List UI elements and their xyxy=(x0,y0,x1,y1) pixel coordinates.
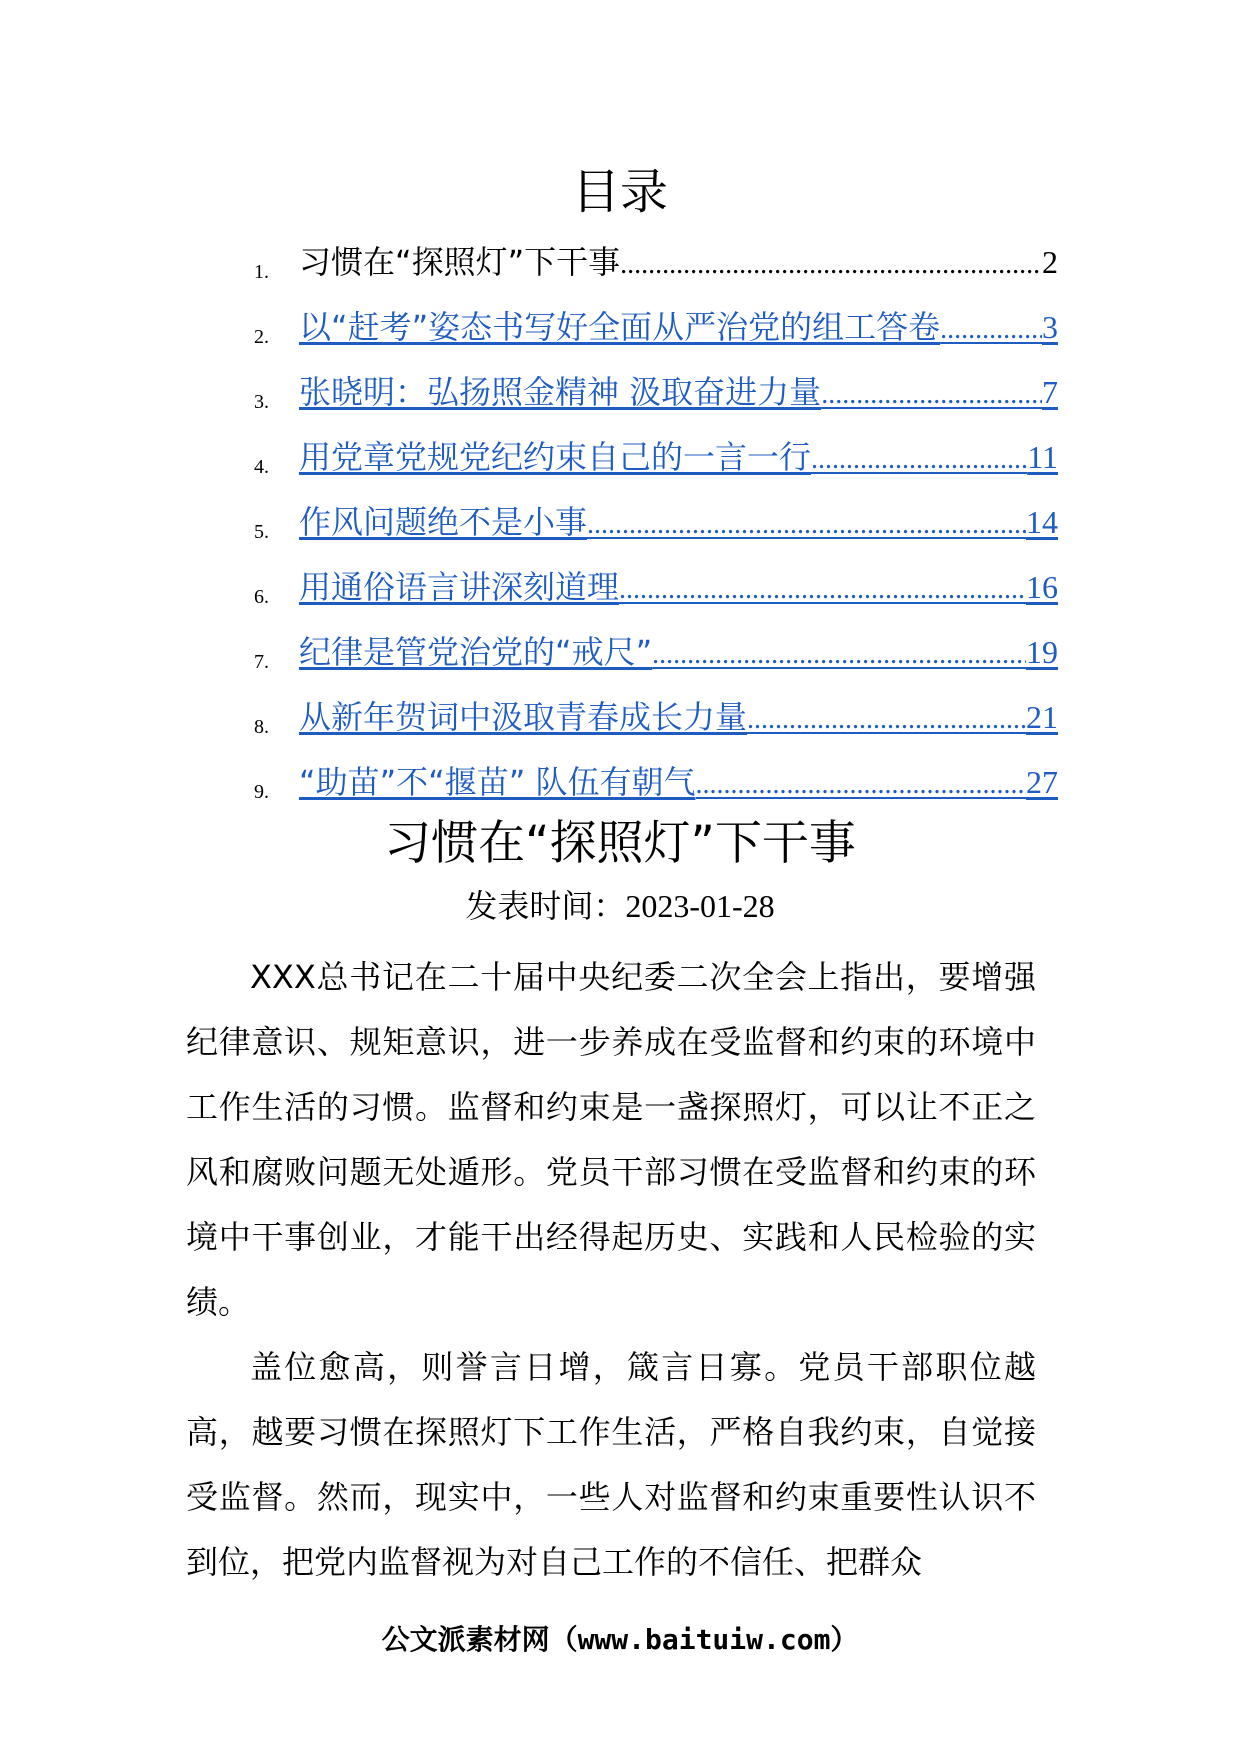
toc-item-page: 19 xyxy=(1026,634,1058,670)
toc-item-text: 以“赶考”姿态书写好全面从严治党的组工答卷 xyxy=(299,308,941,346)
toc-item-link[interactable] xyxy=(299,370,1058,414)
publish-date: 2023-01-28 xyxy=(625,888,775,924)
toc-item-leader xyxy=(652,633,1026,674)
toc-item-text: 张晓明：弘扬照金精神 汲取奋进力量 xyxy=(299,373,822,411)
toc-item-link[interactable] xyxy=(299,565,1058,609)
publish-label: 发表时间： xyxy=(465,887,626,925)
toc-item-page: 14 xyxy=(1026,504,1058,540)
toc-item xyxy=(254,492,1058,557)
toc-item-page: 3 xyxy=(1042,309,1058,345)
toc-item-text: 用通俗语言讲深刻道理 xyxy=(299,568,620,606)
toc-item-page: 27 xyxy=(1026,764,1058,800)
article-body xyxy=(186,945,1036,1595)
toc-item-text: 从新年贺词中汲取青春成长力量 xyxy=(299,698,748,736)
toc-item-link[interactable] xyxy=(299,695,1058,739)
toc-item-page: 7 xyxy=(1042,374,1058,410)
toc-item-number: 7. xyxy=(254,651,269,673)
toc-item-link[interactable] xyxy=(299,240,1058,284)
toc-item-number: 6. xyxy=(254,586,269,608)
toc-item-page: 11 xyxy=(1027,439,1058,475)
toc-item-number: 1. xyxy=(254,261,269,283)
toc-item-leader xyxy=(620,243,1042,284)
toc-item-number: 3. xyxy=(254,391,269,413)
article-title: 习惯在“探照灯”下干事 xyxy=(384,816,856,871)
toc-item-text: 习惯在“探照灯”下干事 xyxy=(299,243,621,281)
toc-item-leader xyxy=(587,503,1026,544)
toc-item-leader xyxy=(821,373,1042,414)
toc-item-text: 作风问题绝不是小事 xyxy=(299,503,588,541)
toc-item-number: 2. xyxy=(254,326,269,348)
toc-item-link[interactable] xyxy=(299,500,1058,544)
toc-item-number: 5. xyxy=(254,521,269,543)
toc-item-page: 2 xyxy=(1042,244,1058,280)
toc-item xyxy=(254,687,1058,752)
toc-item-number: 9. xyxy=(254,781,269,803)
toc-item-page: 16 xyxy=(1026,569,1058,605)
toc-item-leader xyxy=(940,308,1042,349)
toc-list xyxy=(254,232,1058,817)
publish-info xyxy=(0,884,1240,928)
toc-item xyxy=(254,362,1058,427)
toc-item-leader xyxy=(747,698,1026,739)
toc-item-number: 4. xyxy=(254,456,269,478)
toc-item-leader xyxy=(619,568,1026,609)
paragraph: 盖位愈高，则誉言日增，箴言日寡。党员干部职位越高，越要习惯在探照灯下工作生活，严格自我约束，自觉接受监督。然而，现实中，一些人对监督和约束重要性认识不到位，把党内监督视为对自己工作的不信任、把群众 xyxy=(186,1348,1036,1581)
toc-item-link[interactable] xyxy=(299,630,1058,674)
paragraph: XXX总书记在二十届中央纪委二次全会上指出，要增强纪律意识、规矩意识，进一步养成在受监督和约束的环境中工作生活的习惯。监督和约束是一盏探照灯，可以让不正之风和腐败问题无处遁形。党员干部习惯在受监督和约束的环境中干事创业，才能干出经得起历史、实践和人民检验的实绩。 xyxy=(186,958,1036,1321)
toc-item xyxy=(254,297,1058,362)
toc-item-number: 8. xyxy=(254,716,269,738)
toc-item-text: 用党章党规党纪约束自己的一言一行 xyxy=(299,438,812,476)
toc-item-text: “助苗”不“揠苗” 队伍有朝气 xyxy=(299,763,696,801)
toc-item-leader xyxy=(696,763,1027,804)
toc-item xyxy=(254,557,1058,622)
toc-item xyxy=(254,752,1058,817)
toc-item-link[interactable] xyxy=(299,435,1058,479)
toc-title: 目录 xyxy=(571,164,668,220)
toc-item xyxy=(254,622,1058,687)
toc-item xyxy=(254,427,1058,492)
toc-item-page: 21 xyxy=(1026,699,1058,735)
toc-item-link[interactable] xyxy=(299,760,1058,804)
toc-item-leader xyxy=(811,438,1027,479)
toc-item xyxy=(254,232,1058,297)
footer-watermark: 公文派素材网（www.baituiw.com） xyxy=(381,1623,859,1656)
toc-item-text: 纪律是管党治党的“戒尺” xyxy=(299,633,653,671)
toc-item-link[interactable] xyxy=(299,305,1058,349)
